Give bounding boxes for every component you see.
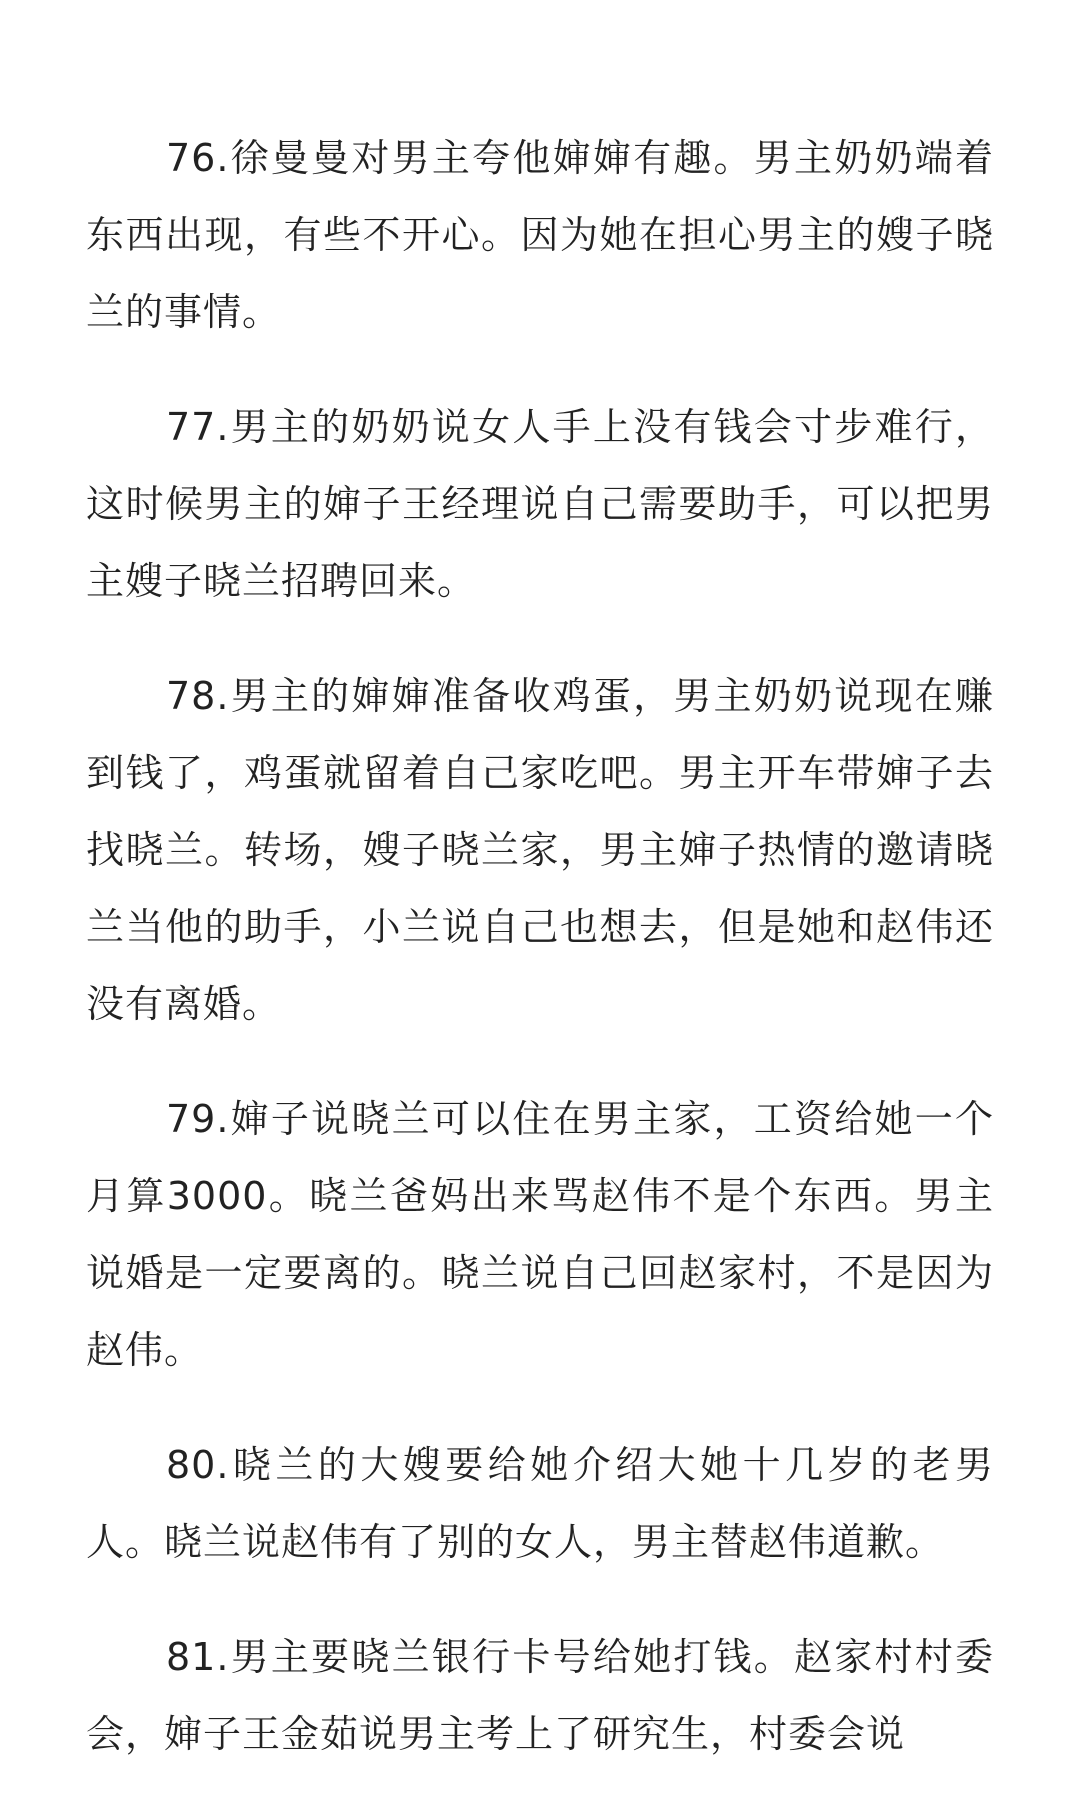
paragraph-77: 77.男主的奶奶说女人手上没有钱会寸步难行，这时候男主的婶子王经理说自己需要助手，可以把男主嫂子晓兰招聘回来。 bbox=[86, 405, 994, 603]
paragraph-81: 81.男主要晓兰银行卡号给她打钱。赵家村村委会，婶子王金茹说男主考上了研究生，村委会说 bbox=[86, 1635, 994, 1756]
article-body bbox=[86, 120, 994, 1811]
paragraph-79: 79.婶子说晓兰可以住在男主家，工资给她一个月算3000。晓兰爸妈出来骂赵伟不是个东西。男主说婚是一定要离的。晓兰说自己回赵家村，不是因为赵伟。 bbox=[86, 1097, 994, 1372]
paragraph-78: 78.男主的婶婶准备收鸡蛋，男主奶奶说现在赚到钱了，鸡蛋就留着自己家吃吧。男主开车带婶子去找晓兰。转场，嫂子晓兰家，男主婶子热情的邀请晓兰当他的助手，小兰说自己也想去，但是她和赵伟还没有离婚。 bbox=[86, 674, 994, 1026]
paragraph-76: 76.徐曼曼对男主夸他婶婶有趣。男主奶奶端着东西出现，有些不开心。因为她在担心男主的嫂子晓兰的事情。 bbox=[86, 136, 994, 334]
paragraph-80: 80.晓兰的大嫂要给她介绍大她十几岁的老男人。晓兰说赵伟有了别的女人，男主替赵伟道歉。 bbox=[86, 1443, 994, 1564]
